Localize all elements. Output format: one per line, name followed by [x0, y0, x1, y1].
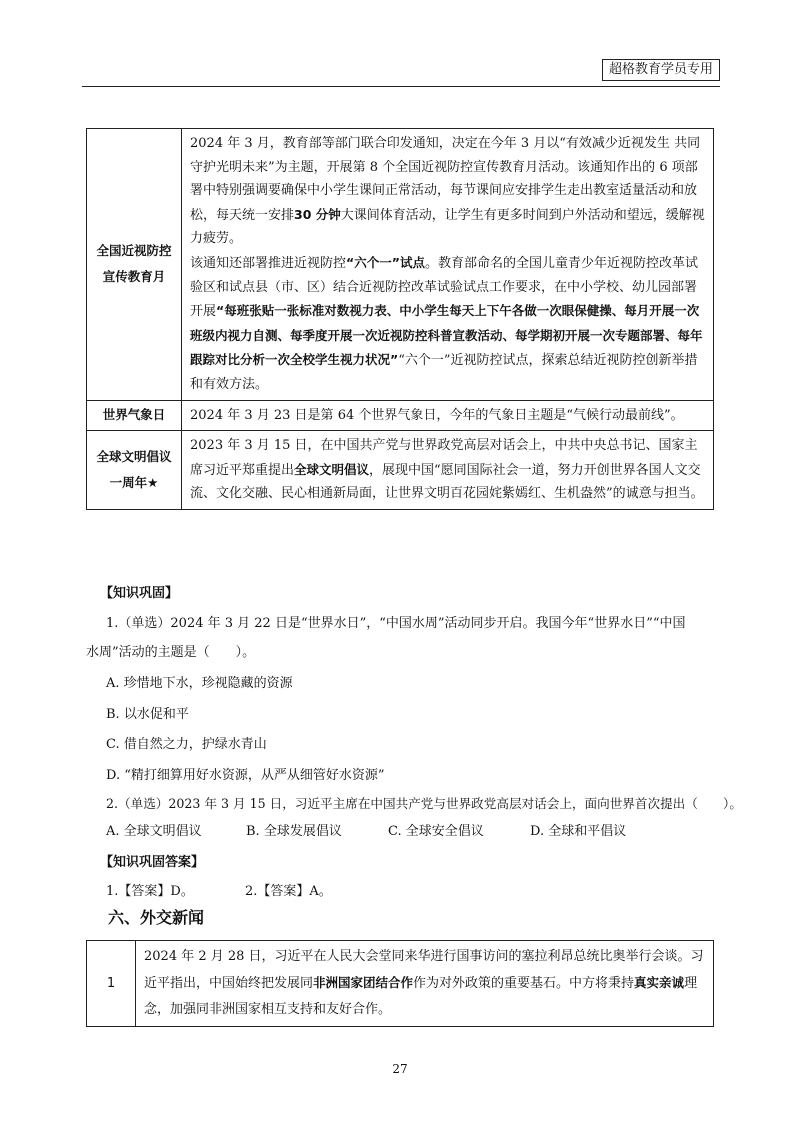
row-number: 1 [87, 941, 136, 1027]
q1-line2: 水周”活动的主题是（ ）。 [86, 645, 256, 660]
paragraph [190, 251, 707, 397]
row-label: 世界气象日 [87, 400, 182, 431]
news-table [86, 940, 714, 1027]
q1-option-b: B. 以水促和平 [106, 707, 189, 722]
bold-text: 全球文明倡议 [294, 461, 370, 477]
q1-option-c: C. 借自然之力，护绿水青山 [106, 737, 267, 752]
text: 理念，加强同非洲国家相互支持和友好合作。 [144, 976, 698, 1017]
text: 该通知还部署推进近视防控 [190, 255, 347, 271]
text: 2024 年 3 月，教育部等部门联合印发通知，决定在今年 3 月以“有效减少近视发生 共同守护光明未来”为主题，开展第 8 个全国近视防控宣传教育月活动。该通知作出的 6 项部署中特别强调要确保中小学生课间正常活动，每节课间应安排学生走出教室适量活动和放松，每天统一安排 [190, 136, 701, 223]
answer-2: 2.【答案】A。 [245, 884, 332, 899]
bold-text: “每班张贴一张标准对数视力表、中小学生每天上下午各做一次眼保健操、每月开展一次班级内视力自测、每季度开展一次近视防控科普宣教活动、每学期初开展一次专题部署、每年跟踪对比分析一次全校学生视力状况” [190, 303, 703, 368]
header-rule [82, 86, 720, 87]
text: 。教育部命名的全国儿童青少年近视防控改革试验区和试点县（市、区）结合近视防控改革试验试点工作要求，在中小学校、幼儿园部署开展 [190, 255, 698, 320]
row-label: 全球文明倡议一周年★ [87, 431, 182, 510]
q2-line: 2.（单选）2023 年 3 月 15 日，习近平主席在中国共产党与世界政党高层对话会上，面向世界首次提出（ ）。 [106, 796, 742, 811]
table-row [87, 431, 714, 510]
section-title: 六、外交新闻 [108, 908, 205, 927]
text: 2024 年 2 月 28 日，习近平在人民大会堂同来华进行国事访问的塞拉利昂总统比奥举行会谈。习近平指出，中国始终把发展同 [144, 949, 704, 991]
text: 2023 年 3 月 15 日，在中国共产党与世界政党高层对话会上，中共中央总书记、国家主席习近平郑重提出 [190, 438, 698, 478]
quiz-title: 【知识巩固】 [100, 586, 179, 601]
bold-text: “六个一”试点 [346, 254, 425, 270]
table-row [87, 400, 714, 431]
q1-line1: 1.（单选）2024 年 3 月 22 日是“世界水日”，“中国水周”活动同步开启。我国今年“世界水日”“中国 [106, 616, 686, 631]
q1-option-a: A. 珍惜地下水，珍视隐藏的资源 [106, 676, 293, 691]
table-row [87, 129, 714, 401]
q2-option-b: B. 全球发展倡议 [246, 824, 342, 839]
q2-option-a: A. 全球文明倡议 [106, 824, 202, 839]
row-content: 2024 年 3 月 23 日是第 64 个世界气象日，今年的气象日主题是“气候行动最前线”。 [182, 400, 714, 431]
row-label: 全国近视防控宣传教育月 [87, 129, 182, 401]
answer-title: 【知识巩固答案】 [100, 855, 205, 870]
text: ，展现中国“愿同国际社会一道，努力开创世界各国人文交流、文化交融、民心相通新局面，让世界文明百花园姹紫嫣红、生机盎然”的诚意与担当。 [190, 462, 704, 502]
bold-text: 30 分钟 [294, 206, 341, 222]
text: “六个一”近视防控试点，探索总结近视防控创新举措和有效方法。 [190, 353, 698, 392]
row-content [182, 431, 714, 510]
bold-text: 真实亲诚 [634, 975, 685, 990]
header-label: 超格教育学员专用 [602, 59, 720, 81]
text: 大课间体育活动，让学生有更多时间到户外活动和望远，缓解视力疲劳。 [190, 207, 705, 247]
q2-options [106, 820, 666, 839]
answer-1: 1.【答案】D。 [106, 884, 194, 899]
q2-option-d: D. 全球和平倡议 [530, 824, 627, 839]
table-row [87, 941, 714, 1027]
paragraph [190, 132, 707, 251]
row-content [136, 941, 714, 1027]
events-table [86, 128, 714, 510]
q1-option-d: D. “精打细算用好水资源，从严从细管好水资源” [106, 768, 385, 783]
bold-text: 非洲国家团结合作 [313, 975, 414, 990]
q2-option-c: C. 全球安全倡议 [388, 824, 484, 839]
row-content [182, 129, 714, 401]
page-number: 27 [392, 1062, 408, 1076]
text: 作为对外政策的重要基石。中方将秉持 [413, 976, 635, 991]
